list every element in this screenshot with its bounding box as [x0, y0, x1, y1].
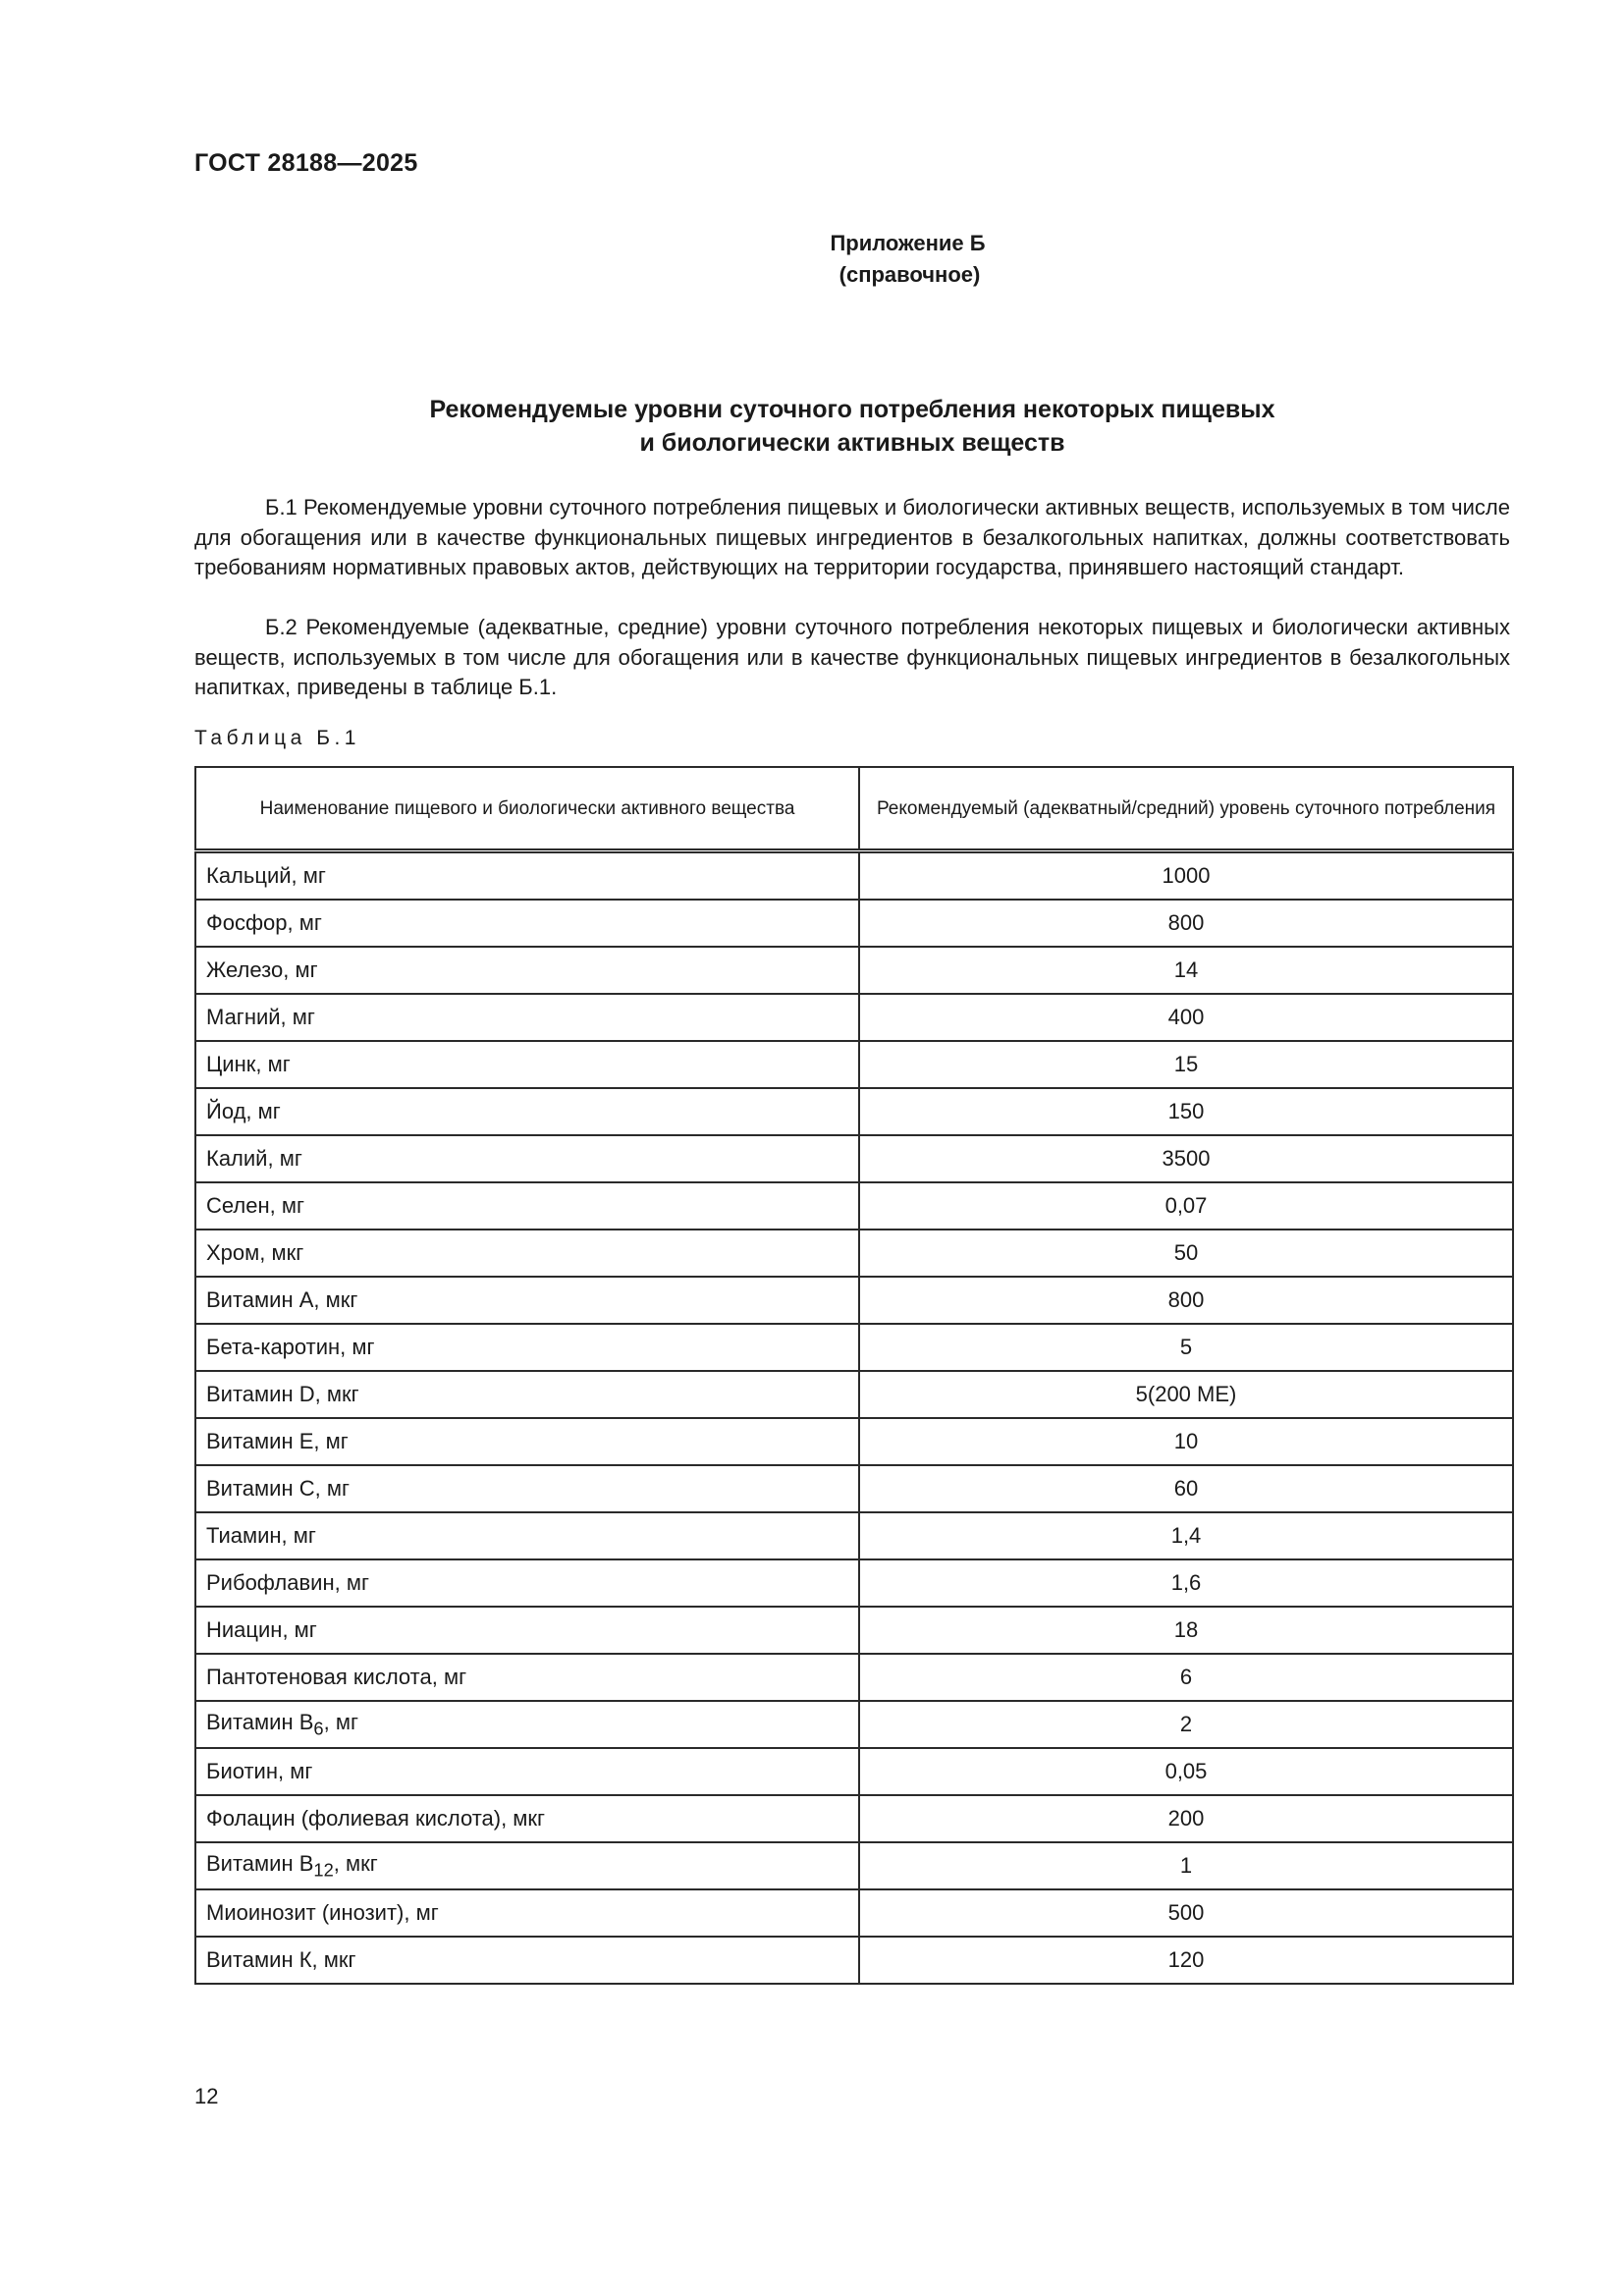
intake-level-cell: 6 — [859, 1654, 1513, 1701]
intake-level-cell: 10 — [859, 1418, 1513, 1465]
substance-name-cell: Хром, мкг — [195, 1230, 859, 1277]
substance-name-cell: Магний, мг — [195, 994, 859, 1041]
substance-name-cell: Цинк, мг — [195, 1041, 859, 1088]
section-title — [194, 393, 1510, 460]
intake-level-cell: 5 — [859, 1324, 1513, 1371]
substance-name-cell: Тиамин, мг — [195, 1512, 859, 1559]
substance-name-cell — [195, 1701, 859, 1748]
substance-name-cell: Железо, мг — [195, 947, 859, 994]
table-row — [195, 900, 1513, 947]
intake-level-cell: 200 — [859, 1795, 1513, 1842]
substance-name-cell: Кальций, мг — [195, 851, 859, 901]
intake-level-cell: 1 — [859, 1842, 1513, 1889]
intake-level-cell: 500 — [859, 1889, 1513, 1937]
substance-name-cell: Витамин С, мг — [195, 1465, 859, 1512]
intake-level-cell: 0,07 — [859, 1182, 1513, 1230]
substance-name-cell: Рибофлавин, мг — [195, 1559, 859, 1607]
table-row — [195, 1041, 1513, 1088]
intake-level-cell: 800 — [859, 1277, 1513, 1324]
substance-name-cell: Калий, мг — [195, 1135, 859, 1182]
table-row — [195, 1512, 1513, 1559]
column-header-level: Рекомендуемый (адекватный/средний) уровень суточного потребления — [859, 767, 1513, 851]
intake-level-cell: 120 — [859, 1937, 1513, 1984]
substance-name-cell: Фосфор, мг — [195, 900, 859, 947]
table-row — [195, 1277, 1513, 1324]
table-row — [195, 1088, 1513, 1135]
column-header-substance: Наименование пищевого и биологически активного вещества — [195, 767, 859, 851]
substance-name-cell: Бета-каротин, мг — [195, 1324, 859, 1371]
appendix-title: Приложение Б — [830, 231, 986, 255]
substance-name-cell: Ниацин, мг — [195, 1607, 859, 1654]
substance-name-cell: Фолацин (фолиевая кислота), мкг — [195, 1795, 859, 1842]
intake-level-cell: 0,05 — [859, 1748, 1513, 1795]
table-header-row — [195, 767, 1513, 851]
intake-level-cell: 1000 — [859, 851, 1513, 901]
paragraph-b2: Б.2 Рекомендуемые (адекватные, средние) уровни суточного потребления некоторых пищевых и биологически активных веществ, используемых в том числе для обогащения или в качестве функциональных пищевых ингредиентов в безалкогольных напитках, приведены в таблице Б.1. — [194, 615, 1510, 699]
document-code: ГОСТ 28188—2025 — [194, 149, 418, 177]
intake-level-cell: 400 — [859, 994, 1513, 1041]
table-row — [195, 1842, 1513, 1889]
substance-name-subscript: 12 — [313, 1859, 334, 1881]
table-row — [195, 1607, 1513, 1654]
substance-name-cell: Миоинозит (инозит), мг — [195, 1889, 859, 1937]
substance-name-cell: Йод, мг — [195, 1088, 859, 1135]
substance-name-cell: Витамин Е, мг — [195, 1418, 859, 1465]
table-row — [195, 994, 1513, 1041]
substance-name-suffix: , мг — [323, 1709, 358, 1734]
intake-level-cell: 1,4 — [859, 1512, 1513, 1559]
substance-name-subscript: 6 — [313, 1718, 324, 1739]
substance-name-prefix: Витамин В — [206, 1850, 314, 1876]
table-row — [195, 1795, 1513, 1842]
substance-name-cell: Биотин, мг — [195, 1748, 859, 1795]
table-row — [195, 851, 1513, 901]
section-title-line2: и биологически активных веществ — [639, 429, 1065, 457]
substance-name-cell: Пантотеновая кислота, мг — [195, 1654, 859, 1701]
table-body — [195, 851, 1513, 1985]
intake-level-cell: 15 — [859, 1041, 1513, 1088]
intake-level-cell: 5(200 МЕ) — [859, 1371, 1513, 1418]
paragraph-b1: Б.1 Рекомендуемые уровни суточного потребления пищевых и биологически активных веществ, используемых в том числе для обогащения или в качестве функциональных пищевых ингредиентов в безалкогольных напитках, должны соответствовать требованиям нормативных правовых актов, действующих на территории государства, принявшего настоящий стандарт. — [194, 495, 1510, 579]
table-caption-word: Таблица — [194, 727, 306, 749]
table-row — [195, 947, 1513, 994]
table-row — [195, 1182, 1513, 1230]
table-row — [195, 1371, 1513, 1418]
intake-level-cell: 50 — [859, 1230, 1513, 1277]
substance-name-cell — [195, 1842, 859, 1889]
substance-name-prefix: Витамин В — [206, 1709, 314, 1734]
intake-level-cell: 3500 — [859, 1135, 1513, 1182]
intake-level-cell: 2 — [859, 1701, 1513, 1748]
appendix-status: (справочное) — [839, 262, 981, 287]
table-row — [195, 1748, 1513, 1795]
table-row — [195, 1418, 1513, 1465]
table-row — [195, 1135, 1513, 1182]
table-row — [195, 1701, 1513, 1748]
table-row — [195, 1559, 1513, 1607]
table-caption — [194, 727, 360, 750]
intake-level-cell: 800 — [859, 900, 1513, 947]
table-row — [195, 1230, 1513, 1277]
substance-name-cell: Витамин К, мкг — [195, 1937, 859, 1984]
intake-level-cell: 1,6 — [859, 1559, 1513, 1607]
page-number: 12 — [194, 2084, 219, 2108]
intake-level-cell: 60 — [859, 1465, 1513, 1512]
appendix-heading — [0, 228, 1623, 291]
substance-name-suffix: , мкг — [333, 1850, 378, 1876]
substance-name-cell: Витамин D, мкг — [195, 1371, 859, 1418]
table-row — [195, 1324, 1513, 1371]
section-title-line1: Рекомендуемые уровни суточного потребления некоторых пищевых — [429, 396, 1275, 423]
table-caption-number: Б.1 — [316, 727, 360, 749]
table-row — [195, 1937, 1513, 1984]
intake-level-cell: 150 — [859, 1088, 1513, 1135]
intake-level-cell: 18 — [859, 1607, 1513, 1654]
table-row — [195, 1654, 1513, 1701]
table-row — [195, 1465, 1513, 1512]
table-row — [195, 1889, 1513, 1937]
substance-name-cell: Селен, мг — [195, 1182, 859, 1230]
nutrient-table — [194, 766, 1514, 1985]
intake-level-cell: 14 — [859, 947, 1513, 994]
substance-name-cell: Витамин А, мкг — [195, 1277, 859, 1324]
